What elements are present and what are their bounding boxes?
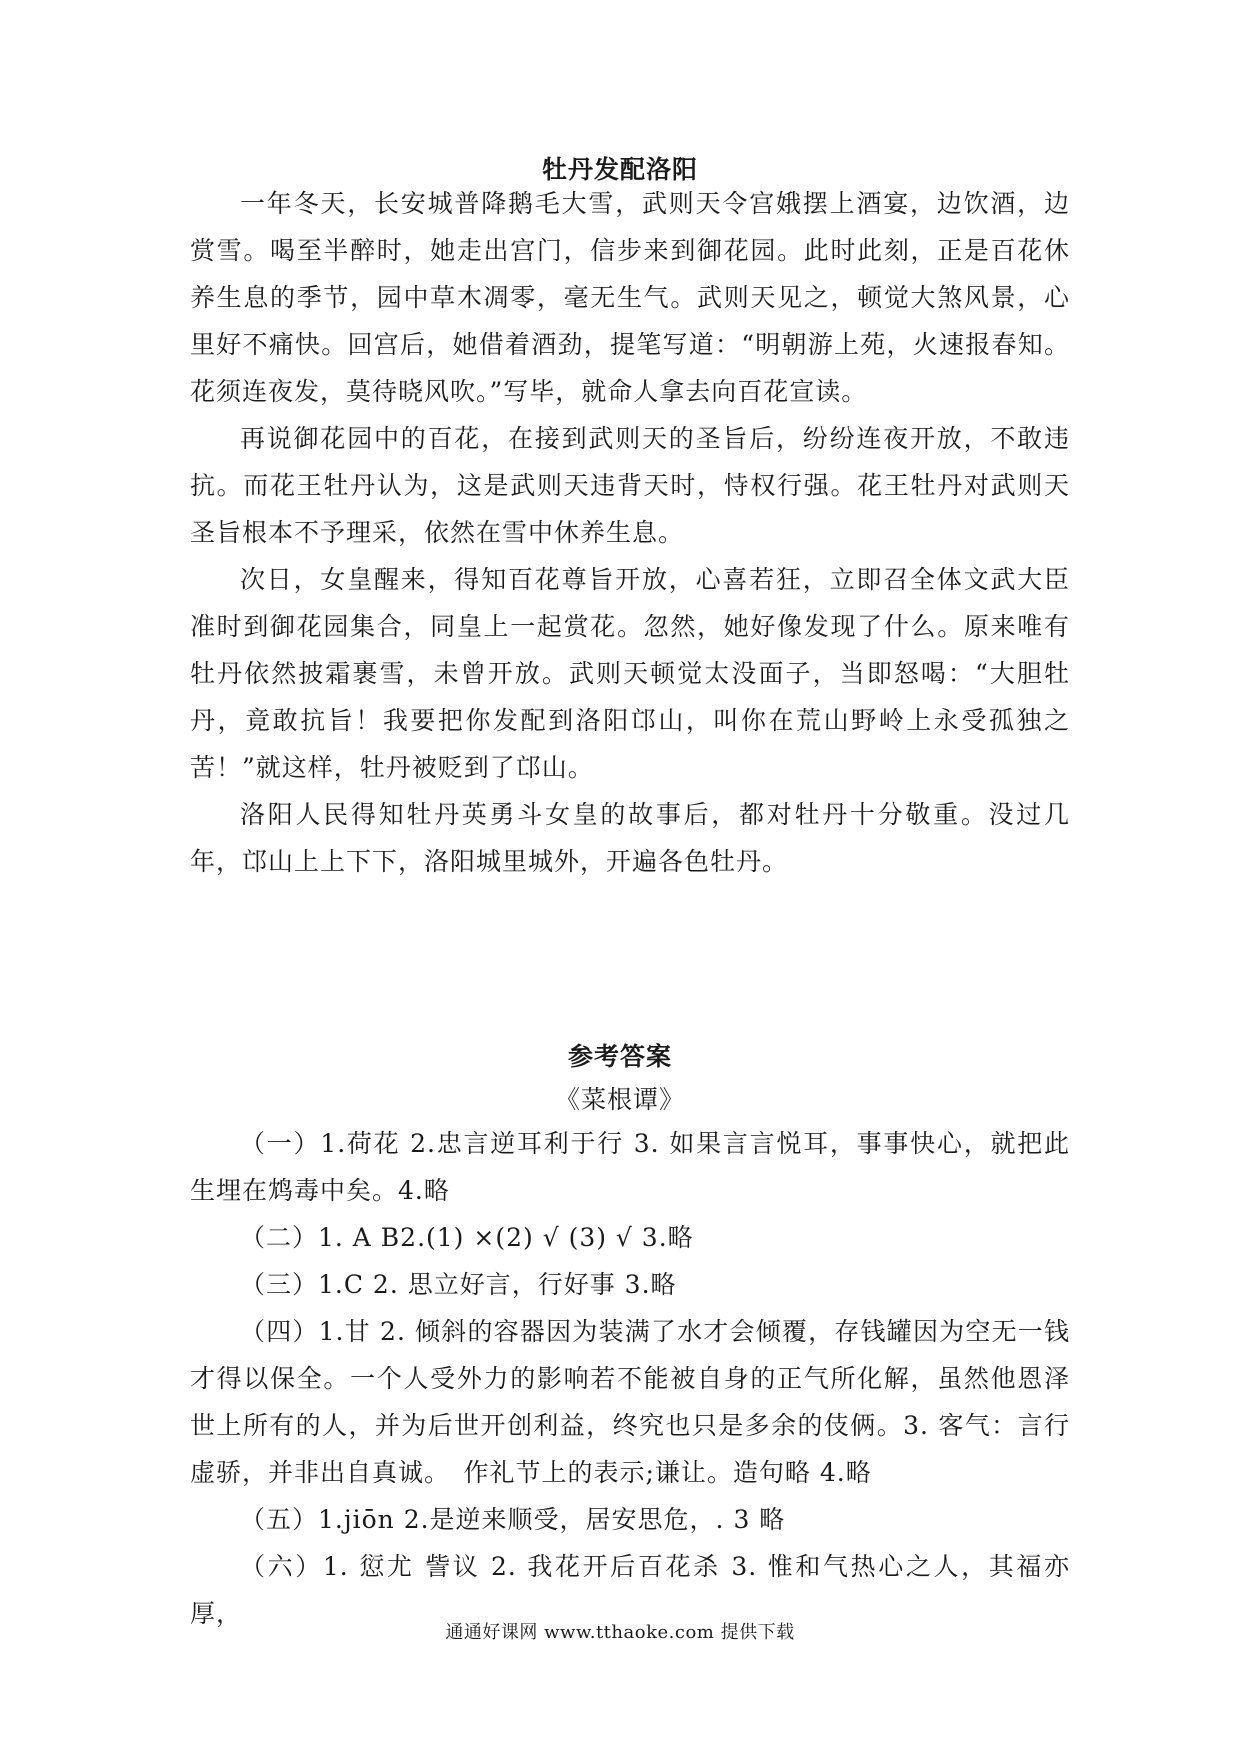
story-title: 牡丹发配洛阳 xyxy=(541,155,698,184)
story-paragraph-3: 次日，女皇醒来，得知百花尊旨开放，心喜若狂，立即召全体文武大臣准时到御花园集合，同皇上一起赏花。忽然，她好像发现了什么。原来唯有牡丹依然披霜裹雪，未曾开放。武则天顿觉太没面子，当即怒喝：“大胆牡丹，竟敢抗旨！我要把你发配到洛阳邙山，叫你在荒山野岭上永受孤独之苦！”就这样，牡丹被贬到了邙山。 xyxy=(190,565,1070,782)
page-footer: 通通好课网 www.tthaoke.com 提供下载 xyxy=(445,1622,795,1643)
answers-title: 参考答案 xyxy=(567,1042,672,1071)
story-paragraph-2: 再说御花园中的百花，在接到武则天的圣旨后，纷纷连夜开放，不敢违抗。而花王牡丹认为，这是武则天违背天时，恃权行强。花王牡丹对武则天圣旨根本不予理采，依然在雪中休养生息。 xyxy=(190,424,1070,547)
answer-item-1: （一）1.荷花 2.忠言逆耳利于行 3. 如果言言悦耳，事事快心，就把此生埋在鸩毒中矣。4.略 xyxy=(190,1129,1070,1205)
answer-item-6: （六）1. 愆尤 訾议 2. 我花开后百花杀 3. 惟和气热心之人，其福亦厚， xyxy=(190,1552,1070,1628)
answer-item-4: （四）1.甘 2. 倾斜的容器因为装满了水才会倾覆，存钱罐因为空无一钱才得以保全。一个人受外力的影响若不能被自身的正气所化解，虽然他恩泽世上所有的人，并为后世开创利益，终究也只是多余的伎俩。3. 客气：言行虚骄，并非出自真诚。 作礼节上的表示;谦让。造句略 4.略 xyxy=(190,1317,1070,1487)
answers-subtitle: 《菜根谭》 xyxy=(554,1085,685,1114)
answer-item-2: （二）1. A B2.(1) ×(2) √ (3) √ 3.略 xyxy=(240,1223,694,1252)
answer-item-3: （三）1.C 2. 思立好言，行好事 3.略 xyxy=(240,1270,677,1299)
story-paragraph-4: 洛阳人民得知牡丹英勇斗女皇的故事后，都对牡丹十分敬重。没过几年，邙山上上下下，洛阳城里城外，开遍各色牡丹。 xyxy=(190,800,1070,876)
story-paragraph-1: 一年冬天，长安城普降鹅毛大雪，武则天令宫娥摆上酒宴，边饮酒，边赏雪。喝至半醉时，她走出宫门，信步来到御花园。此时此刻，正是百花休养生息的季节，园中草木凋零，毫无生气。武则天见之，顿觉大煞风景，心里好不痛快。回宫后，她借着酒劲，提笔写道：“明朝游上苑，火速报春知。花须连夜发，莫待晓风吹。”写毕，就命人拿去向百花宣读。 xyxy=(190,189,1070,406)
answer-item-5: （五）1.jiōn 2.是逆来顺受，居安思危，. 3 略 xyxy=(240,1505,786,1534)
